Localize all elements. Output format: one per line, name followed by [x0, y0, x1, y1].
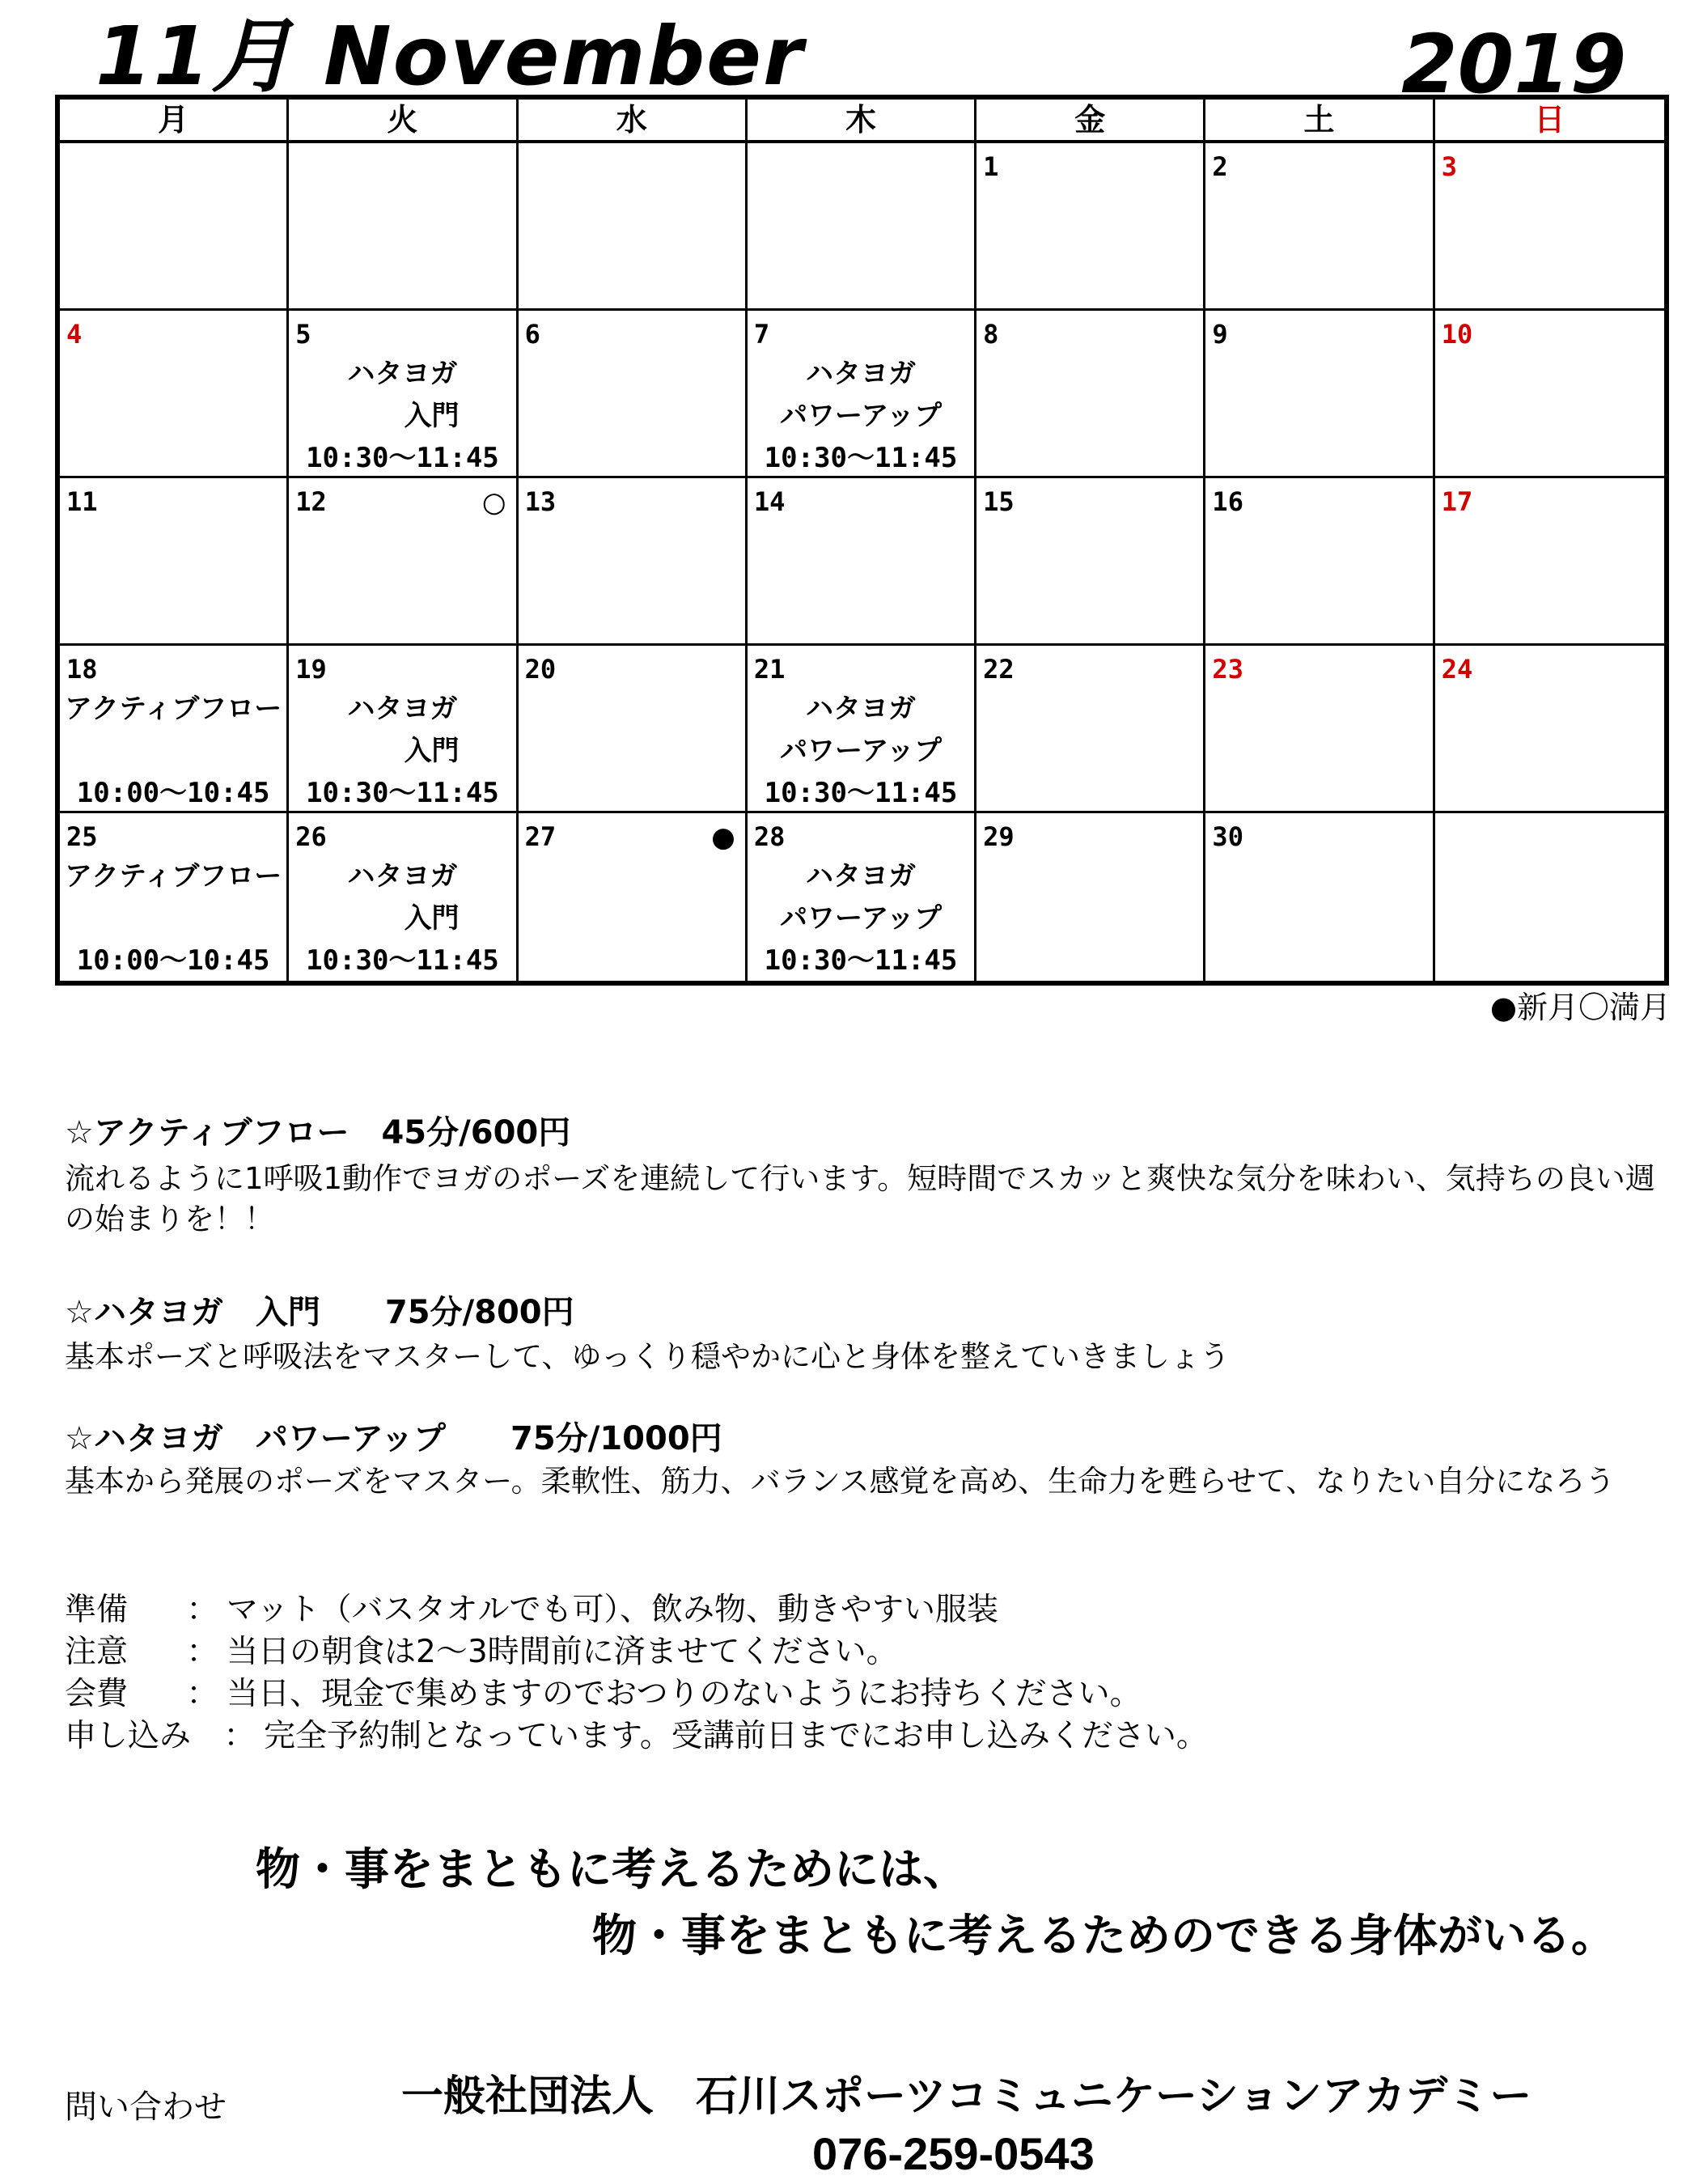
day-number: 30 — [1212, 821, 1243, 852]
event-time: 10:30～11:45 — [306, 944, 499, 977]
day-number: 16 — [1212, 486, 1243, 517]
day-cell — [289, 646, 518, 813]
full-moon-icon: ○ — [481, 486, 506, 519]
day-cell — [519, 478, 748, 646]
day-cell — [1435, 478, 1664, 646]
day-cell — [748, 646, 976, 813]
event-label: ハタヨガ — [805, 358, 916, 390]
day-number: 6 — [524, 319, 540, 350]
day-number: 15 — [983, 486, 1015, 517]
note-text: マット（バスタオルでも可）、飲み物、動きやすい服装 — [227, 1592, 998, 1628]
day-number: 19 — [295, 654, 327, 685]
class-heading-hatha-intro: ☆ハタヨガ 入門 75分/800円 — [65, 1294, 574, 1331]
day-cell — [519, 311, 748, 478]
new-moon-icon: ● — [711, 821, 735, 854]
note-text: 当日の朝食は2～3時間前に済ませてください。 — [227, 1634, 898, 1670]
day-cell — [519, 646, 748, 813]
note-separator: ： — [186, 1634, 218, 1670]
day-number: 22 — [983, 654, 1015, 685]
weekday-header: 火 — [289, 100, 518, 143]
note-text: 当日、現金で集めますのでおつりのないようにお持ちください。 — [227, 1676, 1142, 1712]
quote-line-2: 物・事をまともに考えるためのできる身体がいる。 — [592, 1910, 1616, 1961]
note-preparation — [65, 1589, 998, 1631]
note-text: 完全予約制となっています。受講前日までにお申し込みください。 — [264, 1718, 1208, 1754]
day-number: 11 — [66, 486, 98, 517]
note-label: 準備 — [65, 1592, 129, 1628]
weekday-header: 月 — [60, 100, 289, 143]
day-cell — [1435, 143, 1664, 311]
day-cell — [289, 311, 518, 478]
contact-label: 問い合わせ — [65, 2089, 227, 2126]
note-label: 会費 — [65, 1676, 129, 1712]
day-cell — [976, 478, 1205, 646]
day-cell — [60, 311, 289, 478]
day-cell — [519, 813, 748, 981]
note-separator: ： — [223, 1718, 256, 1754]
moon-legend: ●新月〇満月 — [1489, 990, 1671, 1025]
note-label: 申し込み — [65, 1718, 192, 1754]
event-time: 10:00～10:45 — [76, 944, 270, 977]
day-cell — [1205, 813, 1434, 981]
event-time: 10:30～11:45 — [764, 944, 958, 977]
day-cell — [60, 143, 289, 311]
day-cell — [1205, 143, 1434, 311]
day-number: 18 — [66, 654, 98, 685]
phone-number: 076-259-0543 — [812, 2128, 1095, 2179]
day-number: 8 — [983, 319, 999, 350]
quote-line-1: 物・事をまともに考えるためには、 — [256, 1843, 968, 1895]
day-number: 1 — [983, 151, 999, 182]
event-time: 10:30～11:45 — [764, 777, 958, 809]
day-cell — [289, 143, 518, 311]
event-label: 入門 — [404, 902, 460, 935]
event-label: ハタヨガ — [805, 860, 916, 893]
event-time: 10:00～10:45 — [76, 777, 270, 809]
class-description-hatha-powerup: 基本から発展のポーズをマスター。柔軟性、筋力、バランス感覚を高め、生命力を甦らせて、なりたい自分になろう — [65, 1464, 1616, 1499]
event-label: パワーアップ — [780, 735, 942, 767]
event-label: 入門 — [404, 735, 460, 767]
class-description-active-flow: 流れるように1呼吸1動作でヨガのポーズを連続して行います。短時間でスカッと爽快な気分を味わい、気持ちの良い週の始まりを！！ — [65, 1161, 1655, 1236]
day-cell — [1435, 646, 1664, 813]
day-cell — [519, 143, 748, 311]
day-number: 27 — [524, 821, 557, 852]
day-number: 2 — [1212, 151, 1228, 182]
day-number: 12 — [295, 486, 327, 517]
day-cell — [976, 813, 1205, 981]
class-heading-hatha-powerup: ☆ハタヨガ パワーアップ 75分/1000円 — [65, 1420, 722, 1457]
day-number: 3 — [1441, 151, 1457, 182]
event-label: 入門 — [404, 400, 460, 432]
day-number: 29 — [983, 821, 1015, 852]
day-number: 7 — [753, 319, 770, 350]
day-number: 14 — [753, 486, 786, 517]
event-label: パワーアップ — [780, 902, 942, 935]
event-label: ハタヨガ — [347, 693, 458, 725]
day-number: 17 — [1441, 486, 1473, 517]
day-cell — [1435, 813, 1664, 981]
day-cell — [1205, 478, 1434, 646]
weekday-header: 土 — [1205, 100, 1434, 143]
day-cell — [289, 478, 518, 646]
day-cell — [976, 311, 1205, 478]
event-time: 10:30～11:45 — [306, 442, 499, 474]
note-separator: ： — [186, 1676, 218, 1712]
event-label: アクティブフロー — [65, 860, 282, 893]
day-number: 9 — [1212, 319, 1228, 350]
organization-name: 一般社団法人 石川スポーツコミュニケーションアカデミー — [401, 2072, 1532, 2121]
day-number: 13 — [524, 486, 557, 517]
day-number: 21 — [753, 654, 786, 685]
day-number: 23 — [1212, 654, 1243, 685]
note-caution — [65, 1631, 898, 1673]
event-label: アクティブフロー — [65, 693, 282, 725]
weekday-header: 金 — [976, 100, 1205, 143]
day-number: 4 — [66, 319, 83, 350]
day-cell — [976, 143, 1205, 311]
weekday-header: 木 — [748, 100, 976, 143]
day-number: 24 — [1441, 654, 1473, 685]
day-cell — [748, 143, 976, 311]
day-cell — [60, 813, 289, 981]
day-cell — [60, 478, 289, 646]
event-label: ハタヨガ — [347, 358, 458, 390]
day-cell — [1205, 646, 1434, 813]
day-number: 28 — [753, 821, 786, 852]
day-cell — [289, 813, 518, 981]
day-cell — [1205, 311, 1434, 478]
event-time: 10:30～11:45 — [764, 442, 958, 474]
note-fee — [65, 1673, 1142, 1715]
event-time: 10:30～11:45 — [306, 777, 499, 809]
day-number: 25 — [66, 821, 98, 852]
day-cell — [60, 646, 289, 813]
year-label: 2019 — [1401, 17, 1627, 112]
weekday-header: 水 — [519, 100, 748, 143]
day-cell — [1435, 311, 1664, 478]
note-application — [65, 1715, 1208, 1758]
event-label: パワーアップ — [780, 400, 942, 432]
day-number: 10 — [1441, 319, 1473, 350]
class-heading-active-flow: ☆アクティブフロー 45分/600円 — [65, 1114, 571, 1151]
day-cell — [748, 813, 976, 981]
calendar-grid — [55, 95, 1669, 986]
note-label: 注意 — [65, 1634, 129, 1670]
class-description-hatha-intro: 基本ポーズと呼吸法をマスターして、ゆっくり穏やかに心と身体を整えていきましょう — [65, 1339, 1231, 1374]
weekday-header: 日 — [1435, 100, 1664, 143]
note-separator: ： — [186, 1592, 218, 1628]
day-cell — [748, 478, 976, 646]
day-number: 5 — [295, 319, 311, 350]
day-number: 26 — [295, 821, 327, 852]
event-label: ハタヨガ — [805, 693, 916, 725]
day-cell — [976, 646, 1205, 813]
page-title: 11月 November — [95, 9, 805, 104]
event-label: ハタヨガ — [347, 860, 458, 893]
day-cell — [748, 311, 976, 478]
day-number: 20 — [524, 654, 557, 685]
